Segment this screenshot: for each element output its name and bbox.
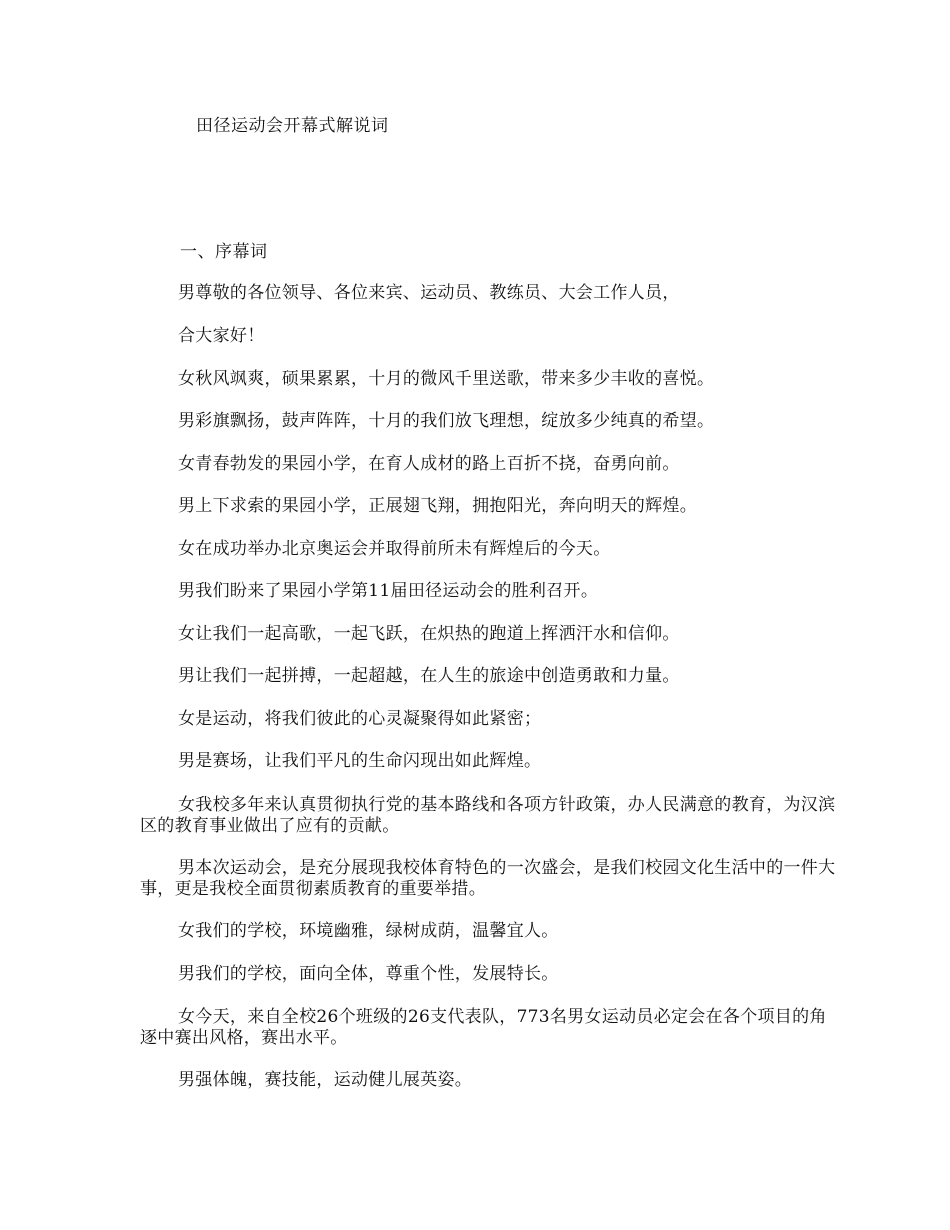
paragraph: 女秋风飒爽，硕果累累，十月的微风千里送歌，带来多少丰收的喜悦。	[178, 369, 715, 389]
paragraph: 女让我们一起高歌，一起飞跃，在炽热的跑道上挥洒汗水和信仰。	[178, 624, 680, 644]
paragraph: 男本次运动会，是充分展现我校体育特色的一次盛会，是我们校园文化生活中的一件大事，更是我校全面贯彻素质教育的重要举措。	[140, 858, 836, 899]
paragraph: 男尊敬的各位领导、各位来宾、运动员、教练员、大会工作人员，	[178, 283, 680, 303]
paragraph: 男是赛场，让我们平凡的生命闪现出如此辉煌。	[178, 751, 542, 771]
paragraph: 女是运动，将我们彼此的心灵凝聚得如此紧密；	[178, 709, 542, 729]
paragraph: 女青春勃发的果园小学，在育人成材的路上百折不挠，奋勇向前。	[178, 454, 680, 474]
paragraph: 男我们盼来了果园小学第11届田径运动会的胜利召开。	[178, 581, 599, 601]
section-heading: 一、序幕词	[180, 242, 268, 262]
paragraph: 女我们的学校，环境幽雅，绿树成荫，温馨宜人。	[178, 921, 559, 941]
paragraph: 女在成功举办北京奥运会并取得前所未有辉煌后的今天。	[178, 539, 611, 559]
paragraph: 男让我们一起拼搏，一起超越，在人生的旅途中创造勇敢和力量。	[178, 666, 680, 686]
paragraph: 女我校多年来认真贯彻执行党的基本路线和各项方针政策，办人民满意的教育，为汉滨区的教育事业做出了应有的贡献。	[140, 795, 836, 836]
paragraph: 合大家好！	[178, 326, 265, 346]
paragraph: 男彩旗飘扬，鼓声阵阵，十月的我们放飞理想，绽放多少纯真的希望。	[178, 411, 715, 431]
paragraph: 男上下求索的果园小学，正展翅飞翔，拥抱阳光，奔向明天的辉煌。	[178, 496, 697, 516]
document-title: 田径运动会开幕式解说词	[196, 116, 389, 136]
paragraph: 男强体魄，赛技能，运动健儿展英姿。	[178, 1070, 473, 1090]
paragraph: 女今天，来自全校26个班级的26支代表队，773名男女运动员必定会在各个项目的角逐中赛出风格，赛出水平。	[140, 1007, 827, 1048]
paragraph: 男我们的学校，面向全体，尊重个性，发展特长。	[178, 964, 559, 984]
